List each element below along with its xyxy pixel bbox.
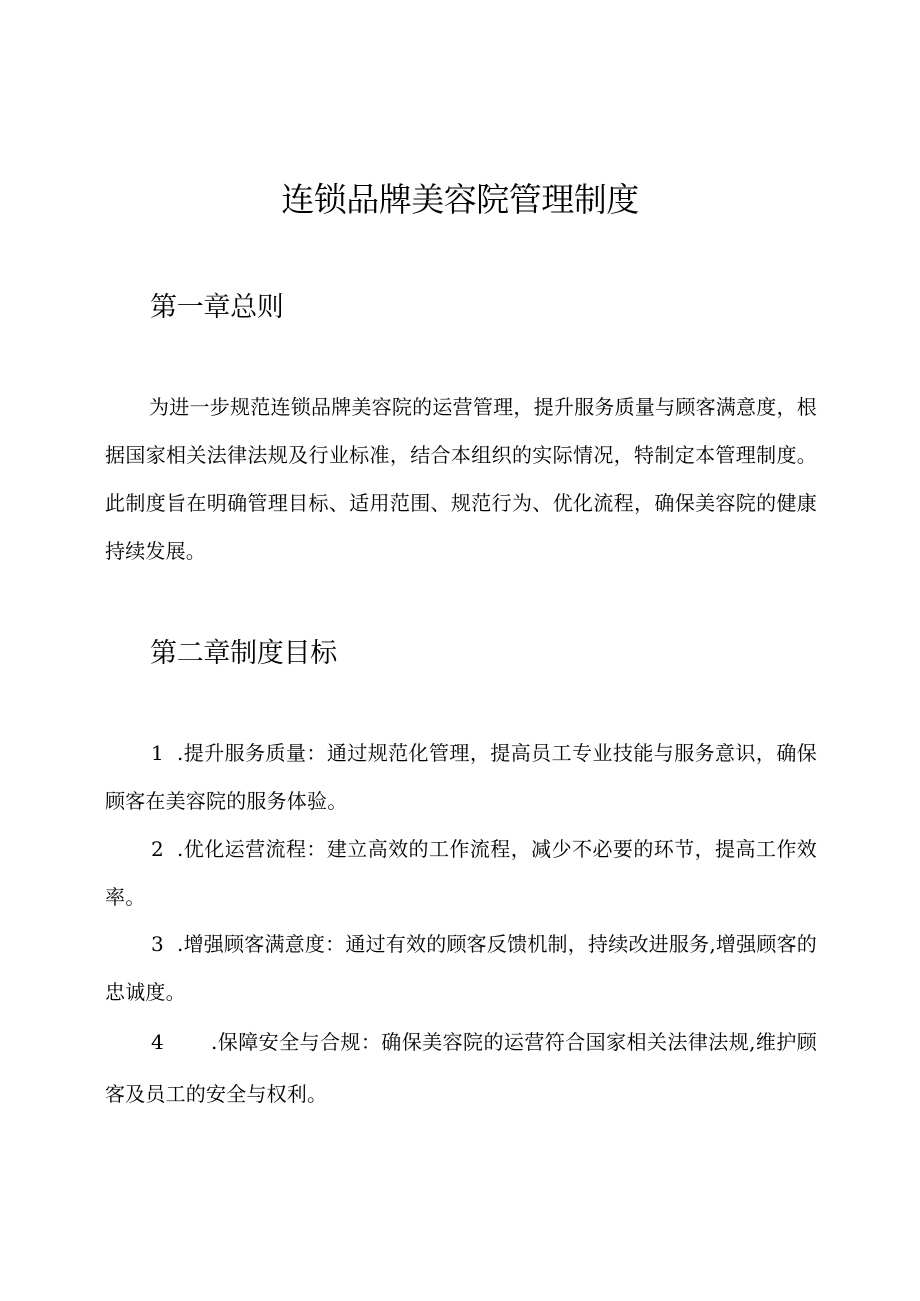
goal-item-1 [105, 729, 817, 825]
goal-item-3 [105, 920, 817, 1016]
goal-item-text: .提升服务质量：通过规范化管理，提高员工专业技能与服务意识，确保顾客在美容院的服务体验。 [105, 741, 817, 813]
chapter-1-paragraph: 为进一步规范连锁品牌美容院的运营管理，提升服务质量与顾客满意度，根据国家相关法律法规及行业标准，结合本组织的实际情况，特制定本管理制度。此制度旨在明确管理目标、适用范围、规范行为、优化流程，确保美容院的健康持续发展。 [105, 395, 817, 563]
document-title: 连锁品牌美容院管理制度 [281, 180, 639, 219]
goal-item-text: .保障安全与合规：确保美容院的运营符合国家相关法律法规,维护顾客及员工的安全与权利。 [105, 1030, 817, 1106]
goal-item-number: 3 [151, 932, 164, 956]
chapter-1-heading: 第一章总则 [150, 292, 284, 323]
goal-item-number: 2 [151, 837, 164, 861]
goal-item-number: 4 [151, 1030, 164, 1054]
goal-item-text: .优化运营流程：建立高效的工作流程，减少不必要的环节，提高工作效率。 [105, 837, 817, 909]
goal-item-number: 1 [151, 741, 164, 765]
goal-item-text: .增强顾客满意度：通过有效的顾客反馈机制，持续改进服务,增强顾客的忠诚度。 [105, 932, 817, 1004]
goal-item-2 [105, 825, 817, 921]
goal-item-4 [105, 1016, 817, 1120]
chapter-2-heading: 第二章制度目标 [150, 638, 337, 669]
